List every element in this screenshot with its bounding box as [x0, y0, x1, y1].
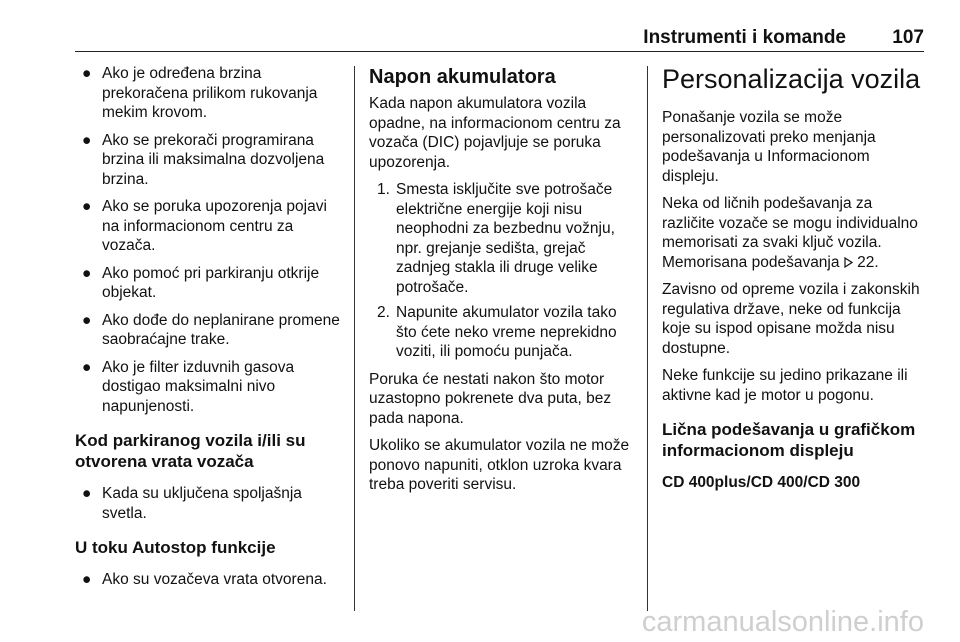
subsection-heading-personal-settings: Lična podešavanja u grafičkom informacionom displeju	[662, 420, 916, 460]
column-1	[75, 64, 345, 598]
bullet-icon: ●	[82, 485, 92, 502]
column-3	[662, 64, 926, 501]
list-item: ● Ako se poruka upozorenja pojavi na informacionom centru za vozača.	[82, 198, 327, 254]
triangle-right-icon[interactable]	[844, 257, 853, 268]
list-item: ● Ako je određena brzina prekoračena prilikom rukovanja mekim krovom.	[82, 65, 318, 121]
column-2	[369, 64, 631, 503]
list-item: ● Ako se prekorači programirana brzina ili maksimalna dozvoljena brzina.	[82, 131, 325, 188]
bullet-icon: ●	[82, 198, 92, 215]
header-title: Instrumenti i komande	[643, 27, 846, 48]
personalization-paragraph-4: Neke funkcije su jedino prikazane ili aktivne kad je motor u pogonu.	[662, 367, 908, 404]
page-number: 107	[892, 27, 924, 48]
autostop-conditions-list	[75, 570, 345, 590]
parked-conditions-list	[75, 484, 345, 523]
personalization-paragraph-1: Ponašanje vozila se može personalizovati preko menjanja podešavanja u Informacionom displeju.	[662, 109, 876, 185]
list-item: ● Kada su uključena spoljašnja svetla.	[82, 485, 302, 522]
section-heading-personalization: Personalizacija vozila	[662, 64, 921, 94]
bullet-icon: ●	[82, 264, 92, 282]
bullet-icon: ●	[82, 358, 92, 376]
bullet-icon: ●	[82, 65, 92, 82]
column-divider	[354, 66, 355, 611]
page-header	[75, 27, 924, 52]
battery-steps	[369, 180, 631, 362]
personalization-paragraph-2: Neka od ličnih podešavanja za različite vozače se mogu individualno memorisati za svaki ključ vozila. Memorisana podešavanja 22.	[662, 195, 918, 271]
battery-paragraph-1: Poruka će nestati nakon što motor uzastopno pokrenete dva puta, bez pada napona.	[369, 370, 612, 427]
section-heading-battery: Napon akumulatora	[369, 66, 556, 88]
list-item: ● Ako pomoć pri parkiranju otkrije objekat.	[82, 264, 320, 301]
personalization-paragraph-3: Zavisno od opreme vozila i zakonskih regulativa države, neke od funkcija koje su ispod opisane možda nisu dostupne.	[662, 281, 920, 357]
list-item: 1. Smesta isključite sve potrošače električne energije koji nisu neophodni za bezbednu vožnju, npr. grejanje sedišta, grejač zadnjeg stakla ili druge velike potrošače.	[377, 181, 615, 296]
list-item: ● Ako je filter izduvnih gasova dostigao maksimalni nivo napunjenosti.	[82, 358, 295, 415]
bullet-icon: ●	[82, 311, 92, 329]
section-heading-parked: Kod parkiranog vozila i/ili su otvorena vrata vozača	[75, 431, 306, 471]
battery-paragraph-2: Ukoliko se akumulator vozila ne može ponovo napuniti, otklon uzroka kvara treba poveriti servisu.	[369, 437, 630, 493]
warning-conditions-list	[75, 64, 345, 416]
list-item: ● Ako dođe do neplanirane promene saobraćajne trake.	[82, 311, 340, 348]
model-heading: CD 400plus/CD 400/CD 300	[662, 474, 861, 491]
battery-intro: Kada napon akumulatora vozila opadne, na informacionom centru za vozača (DIC) pojavljuje se poruka upozorenja.	[369, 95, 621, 171]
list-item: 2. Napunite akumulator vozila tako što ćete neko vreme neprekidno voziti, ili pomoću punjača.	[377, 304, 617, 360]
bullet-icon: ●	[82, 131, 92, 149]
page-reference-link[interactable]: 22.	[857, 253, 879, 271]
watermark: carmanualsonline.info	[641, 606, 924, 638]
list-item: ● Ako su vozačeva vrata otvorena.	[82, 571, 327, 588]
column-divider	[647, 66, 648, 611]
bullet-icon: ●	[82, 571, 92, 588]
section-heading-autostop: U toku Autostop funkcije	[75, 538, 276, 557]
